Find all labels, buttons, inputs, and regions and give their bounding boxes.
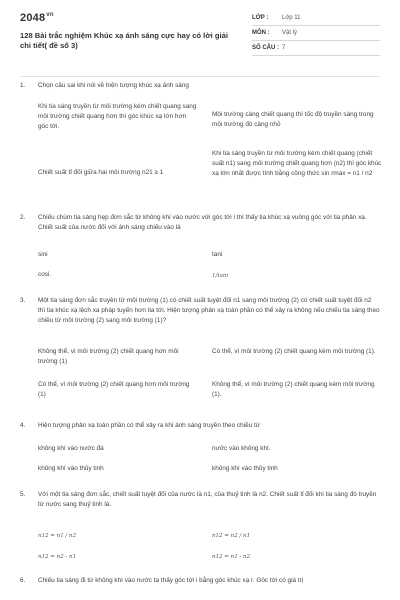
brand-suffix: vn <box>46 12 54 19</box>
question-number: 1. <box>20 82 26 89</box>
option-text: Chiết suất tỉ đối giữa hai môi trường n21 ≥ 1 <box>38 169 164 176</box>
meta-value: 7 <box>282 45 286 51</box>
option-3d[interactable]: Không thể, vì môi trường (2) chiết quang kém môi trường (1). <box>212 381 375 398</box>
option-2c[interactable]: cosi. <box>38 271 52 278</box>
meta-panel <box>252 12 380 57</box>
meta-row-class <box>252 12 380 26</box>
meta-key: SỐ CÂU : <box>252 45 279 51</box>
question-1 <box>20 81 380 211</box>
option-5c[interactable]: n12 = n2 - n1 <box>38 554 77 560</box>
option-3b[interactable]: Có thể, vì môi trường (2) chiết quang kém môi trường (1). <box>212 348 376 355</box>
option-4a[interactable]: không khí vào nước đá <box>38 445 104 452</box>
meta-value: Vật lý <box>282 30 298 36</box>
question-number: 5. <box>20 491 26 498</box>
brand-name: 2048 <box>20 12 46 24</box>
question-number: 3. <box>20 297 26 304</box>
option-2b[interactable]: tani <box>212 251 223 258</box>
question-4 <box>20 421 380 433</box>
meta-row-count <box>252 42 380 56</box>
question-5 <box>20 490 380 514</box>
meta-row-subject <box>252 27 380 41</box>
option-1d[interactable]: Khi tia sáng truyền từ môi trường kém chiết quang (chiết suất n1) sang môi trường chiết quang hơn (n2) thì góc khúc xạ lớn nhất được tính bằng công thức sin rmax = n1 / n2 <box>212 150 382 177</box>
option-1b[interactable]: Môi trường càng chiết quang thì tốc độ truyền sáng trong môi trường đó càng nhỏ <box>212 111 374 128</box>
question-3 <box>20 296 380 332</box>
page-title: 128 Bài trắc nghiệm Khúc xạ ánh sáng cực hay có lời giải chi tiết( đề số 3) <box>20 31 228 50</box>
meta-value: Lớp 11 <box>282 15 301 21</box>
option-5b[interactable]: n12 = n2 / n1 <box>212 533 251 539</box>
option-5a[interactable]: n12 = n1 / n2 <box>38 533 77 539</box>
question-stem: Chiếu chùm tia sáng hẹp đơn sắc từ không khí vào nước với góc tới i thì thấy tia khúc xạ vuông góc với tia phản xạ. Chiết suất của nước đối với ánh sáng chiếu vào là <box>38 214 367 231</box>
question-stem: Chiếu tia sáng đi từ không khí vào nước ta thấy góc tới i bằng góc khúc xạ r. Góc tới có giá trị <box>38 577 304 584</box>
question-number: 6. <box>20 577 26 584</box>
question-stem: Chọn câu sai khi nói về hiện tượng khúc xạ ánh sáng <box>38 82 189 89</box>
question-stem: Hiện tượng phản xạ toàn phần có thể xảy ra khi ánh sáng truyền theo chiều từ <box>38 422 261 429</box>
option-1a[interactable]: Khi tia sáng truyền từ môi trường kém chiết quang sang môi trường chiết quang hơn thì góc khúc xạ lớn hơn góc tới. <box>38 103 197 130</box>
option-1c[interactable] <box>38 168 198 178</box>
option-4c[interactable]: không khí vào thủy tinh <box>38 465 104 472</box>
meta-key: MÔN : <box>252 30 270 36</box>
option-5d[interactable]: n12 = n1 - n2 <box>212 554 251 560</box>
option-4b[interactable]: nước vào không khí. <box>212 445 271 452</box>
brand-logo[interactable] <box>20 12 54 24</box>
option-2a[interactable]: sini <box>38 251 48 258</box>
question-2 <box>20 213 380 237</box>
option-4d[interactable]: không khí vào thủy tinh <box>212 465 278 472</box>
question-6 <box>20 576 380 588</box>
header-divider <box>20 76 380 77</box>
page-header <box>20 12 380 64</box>
question-number: 4. <box>20 422 26 429</box>
meta-key: LỚP : <box>252 15 269 21</box>
option-3a[interactable]: Không thể, vì môi trường (2) chiết quang hơn môi trường (1) <box>38 348 179 365</box>
option-2d[interactable]: 1/tani <box>212 273 229 279</box>
question-stem: Với một tia sáng đơn sắc, chiết suất tuyệt đối của nước là n1, của thuỷ tinh là n2. Chiết suất tỉ đối khi tia sáng đó truyền từ nước sang thuỷ tinh là. <box>38 491 377 508</box>
option-3c[interactable]: Có thể, vì môi trường (2) chiết quang hơn môi trường (1) <box>38 381 190 398</box>
question-stem: Một tia sáng đơn sắc truyền từ môi trường (1) có chiết suất tuyệt đối n1 sang môi trường (2) có chiết suất tuyệt đối n2 thì tia khúc xạ lệch xa pháp tuyến hơn tia tới. Hiện tượng phản xạ toàn phần có thể xảy ra không nếu chiếu tia sáng theo chiều từ môi trường (2) sang môi trường (1)? <box>38 297 380 324</box>
question-number: 2. <box>20 214 26 221</box>
